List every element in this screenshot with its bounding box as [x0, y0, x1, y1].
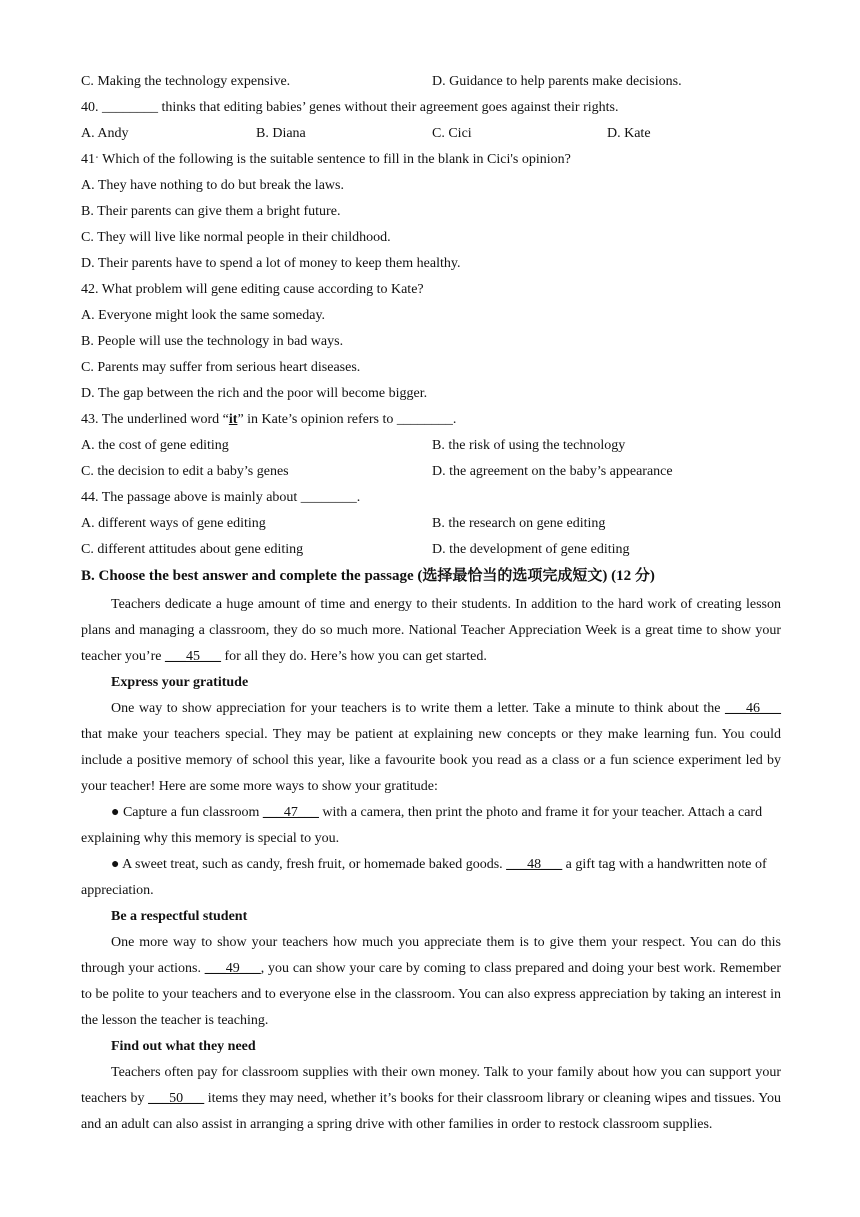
- bullet-text: with a camera, then print the photo and frame it for your teacher. Attach a card explaining why this memory is special to you.: [81, 805, 763, 846]
- q40-stem: 40. ________ thinks that editing babies’ genes without their agreement goes against their rights.: [81, 100, 619, 115]
- subheading-respectful-student: Be a respectful student: [111, 909, 248, 924]
- q39-option-c[interactable]: C. Making the technology expensive.: [81, 74, 291, 89]
- q44-option-b[interactable]: B. the research on gene editing: [432, 516, 606, 531]
- q42-option-d[interactable]: D. The gap between the rich and the poor will become bigger.: [81, 386, 428, 401]
- bullet-text: a gift tag with a handwritten note of appreciation.: [81, 857, 767, 898]
- q44-options-row-1: [81, 514, 781, 540]
- q39-option-d[interactable]: D. Guidance to help parents make decisions.: [432, 74, 682, 89]
- bullet-text: ● Capture a fun classroom: [111, 805, 263, 820]
- exam-page: [81, 72, 781, 1138]
- passage-paragraph-4: [81, 1060, 781, 1138]
- q43-options-row-1: [81, 436, 781, 462]
- q44-option-c[interactable]: C. different attitudes about gene editing: [81, 542, 304, 557]
- q44-options-row-2: [81, 540, 781, 566]
- q42-option-a[interactable]: A. Everyone might look the same someday.: [81, 308, 326, 323]
- subheading-find-what-they-need: Find out what they need: [111, 1039, 256, 1054]
- q41-option-d[interactable]: D. Their parents have to spend a lot of money to keep them healthy.: [81, 256, 461, 271]
- passage-text: for all they do. Here’s how you can get started.: [220, 649, 487, 664]
- q43-options-row-2: [81, 462, 781, 488]
- q43-option-b[interactable]: B. the risk of using the technology: [432, 438, 626, 453]
- passage-text: Teachers dedicate a huge amount of time and energy to their students. In addition to the hard work of creating lesson plans and managing a classroom, they do so much more. National Teacher Appreciation Week is a great time to show your teacher you’re: [81, 597, 781, 664]
- blank-49[interactable]: ___49___: [204, 961, 261, 976]
- blank-47[interactable]: ___47___: [262, 805, 319, 820]
- blank-50[interactable]: ___50___: [148, 1091, 205, 1106]
- q39-options-row: [81, 72, 781, 98]
- q43-option-a[interactable]: A. the cost of gene editing: [81, 438, 229, 453]
- bullet-item-2: [81, 852, 781, 904]
- q42-stem: 42. What problem will gene editing cause according to Kate?: [81, 282, 424, 297]
- q40-option-c[interactable]: C. Cici: [432, 126, 472, 141]
- q43-option-d[interactable]: D. the agreement on the baby’s appearance: [432, 464, 673, 479]
- passage-text: Teachers often pay for classroom supplies with their own money. Talk to your family about how you can support your teachers by: [81, 1065, 781, 1106]
- blank-45[interactable]: ___45___: [164, 649, 221, 664]
- q44-option-a[interactable]: A. different ways of gene editing: [81, 516, 266, 531]
- subheading-express-gratitude: Express your gratitude: [111, 675, 249, 690]
- q41-option-a[interactable]: A. They have nothing to do but break the laws.: [81, 178, 344, 193]
- passage-text: , you can show your care by coming to class prepared and doing your best work. Remember to be polite to your teachers and to everyone else in the classroom. You can also express appreciation by taking an interest in the lesson the teacher is teaching.: [81, 961, 782, 1028]
- q41-option-b[interactable]: B. Their parents can give them a bright future.: [81, 204, 341, 219]
- passage-text: items they may need, whether it’s books for their classroom library or cleaning wipes and tissues. You and an adult can also assist in arranging a spring drive with other families in order to restock classroom supplies.: [81, 1091, 782, 1132]
- passage-paragraph-2: [81, 696, 781, 800]
- passage-text: One more way to show your teachers how much you appreciate them is to give them your respect. You can do this through your actions.: [81, 935, 781, 976]
- q41-option-c[interactable]: C. They will live like normal people in their childhood.: [81, 230, 391, 245]
- passage-paragraph-3: [81, 930, 781, 1034]
- q40-options-row: [81, 124, 781, 150]
- blank-46[interactable]: ___46___: [725, 701, 781, 716]
- passage-text: One way to show appreciation for your teachers is to write them a letter. Take a minute to think about the: [111, 701, 725, 716]
- q42-option-b[interactable]: B. People will use the technology in bad ways.: [81, 334, 344, 349]
- q43-stem-post: ” in Kate’s opinion refers to ________.: [237, 412, 457, 427]
- q40-option-d[interactable]: D. Kate: [607, 126, 651, 141]
- q43-stem-pre: 43. The underlined word “: [81, 412, 229, 427]
- section-b-heading: B. Choose the best answer and complete the passage (选择最恰当的选项完成短文) (12 分): [81, 568, 655, 584]
- q42-option-c[interactable]: C. Parents may suffer from serious heart diseases.: [81, 360, 361, 375]
- q41-stem: 41ˑ Which of the following is the suitable sentence to fill in the blank in Cici's opinion?: [81, 152, 571, 167]
- passage-text: that make your teachers special. They may be patient at explaining new concepts or they make learning fun. You could include a positive memory of school this year, like a favourite book you read as a class or a fun science experiment led by your teacher! Here are some more ways to show your gratitude:: [81, 727, 781, 794]
- q40-option-b[interactable]: B. Diana: [256, 126, 306, 141]
- q40-option-a[interactable]: A. Andy: [81, 126, 129, 141]
- bullet-item-1: [81, 800, 781, 852]
- q43-stem: [81, 410, 781, 436]
- q43-underlined-word: it: [228, 412, 238, 427]
- q43-option-c[interactable]: C. the decision to edit a baby’s genes: [81, 464, 289, 479]
- q44-stem: 44. The passage above is mainly about ________.: [81, 490, 361, 505]
- blank-48[interactable]: ___48___: [506, 857, 563, 872]
- bullet-text: ● A sweet treat, such as candy, fresh fruit, or homemade baked goods.: [111, 857, 507, 872]
- q44-option-d[interactable]: D. the development of gene editing: [432, 542, 630, 557]
- passage-paragraph-1: [81, 592, 781, 670]
